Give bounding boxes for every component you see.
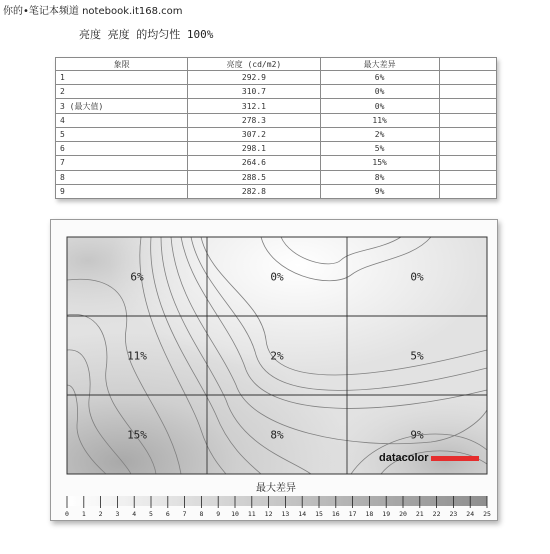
- cell-quadrant: 9: [56, 184, 188, 198]
- cell-quadrant: 1: [56, 71, 188, 85]
- table-row: [56, 113, 497, 127]
- scale-tick-label: 17: [348, 510, 357, 518]
- cell-empty: [439, 113, 496, 127]
- cell-empty: [439, 142, 496, 156]
- scale-tick-label: 24: [466, 510, 475, 518]
- cell-luminance: 264.6: [188, 156, 320, 170]
- cell-max-difference: 0%: [320, 85, 439, 99]
- scale-tick-label: 13: [281, 510, 290, 518]
- scale-tick-label: 9: [216, 510, 221, 518]
- cell-empty: [439, 85, 496, 99]
- table-row: [56, 99, 497, 113]
- cell-luminance: 282.8: [188, 184, 320, 198]
- cell-quadrant: 4: [56, 113, 188, 127]
- quadrant-label-4: 11%: [127, 349, 147, 363]
- uniformity-heading: 亮度 亮度 的均匀性 100%: [79, 28, 214, 41]
- header-max-difference: 最大差异: [320, 58, 439, 71]
- scale-tick-label: 8: [199, 510, 204, 518]
- cell-luminance: 310.7: [188, 85, 320, 99]
- cell-quadrant: 2: [56, 85, 188, 99]
- table-row: [56, 156, 497, 170]
- cell-empty: [439, 71, 496, 85]
- cell-luminance: 298.1: [188, 142, 320, 156]
- scale-tick-label: 5: [149, 510, 153, 518]
- scale-tick-label: 14: [298, 510, 307, 518]
- scale-tick-label: 19: [382, 510, 391, 518]
- datacolor-logo: datacolor: [379, 452, 429, 464]
- cell-empty: [439, 99, 496, 113]
- table-header-row: [56, 58, 497, 71]
- header-luminance: 亮度 (cd/m2): [188, 58, 320, 71]
- cell-quadrant: 3 (最大值): [56, 99, 188, 113]
- table-row: [56, 184, 497, 198]
- scale-tick-label: 21: [415, 510, 424, 518]
- cell-max-difference: 0%: [320, 99, 439, 113]
- scale-tick-label: 4: [132, 510, 137, 518]
- table-row: [56, 170, 497, 184]
- cell-max-difference: 11%: [320, 113, 439, 127]
- cell-max-difference: 8%: [320, 170, 439, 184]
- cell-max-difference: 5%: [320, 142, 439, 156]
- scale-title: 最大差异: [256, 483, 296, 494]
- cell-quadrant: 5: [56, 127, 188, 141]
- scale-gradient-bar: [67, 496, 487, 506]
- scale-tick-label: 3: [115, 510, 120, 518]
- cell-luminance: 288.5: [188, 170, 320, 184]
- quadrant-label-7: 15%: [127, 428, 147, 442]
- cell-empty: [439, 127, 496, 141]
- quadrant-label-6: 5%: [410, 349, 424, 363]
- table-row: [56, 71, 497, 85]
- cell-luminance: 307.2: [188, 127, 320, 141]
- luminance-table: [55, 57, 497, 199]
- quadrant-label-1: 6%: [130, 270, 144, 284]
- scale-tick-label: 15: [315, 510, 323, 518]
- scale-tick-labels: [65, 510, 491, 518]
- scale-tick-label: 1: [81, 510, 86, 518]
- scale-tick-label: 6: [165, 510, 170, 518]
- scale-tick-label: 23: [449, 510, 458, 518]
- cell-luminance: 312.1: [188, 99, 320, 113]
- source-watermark: 你的•笔记本频道 notebook.it168.com: [3, 6, 183, 17]
- scale-tick-label: 7: [182, 510, 187, 518]
- datacolor-logo-bar: [431, 456, 479, 461]
- table-body: [56, 71, 497, 199]
- cell-max-difference: 6%: [320, 71, 439, 85]
- scale-tick-label: 20: [399, 510, 407, 518]
- cell-empty: [439, 156, 496, 170]
- quadrant-label-8: 8%: [270, 428, 284, 442]
- scale-tick-label: 0: [65, 510, 69, 518]
- cell-max-difference: 2%: [320, 127, 439, 141]
- uniformity-contour-map: [51, 220, 497, 520]
- scale-tick-label: 2: [98, 510, 103, 518]
- quadrant-label-3: 0%: [410, 270, 424, 284]
- cell-empty: [439, 184, 496, 198]
- scale-tick-label: 11: [247, 510, 256, 518]
- cell-quadrant: 8: [56, 170, 188, 184]
- quadrant-label-5: 2%: [270, 349, 284, 363]
- luminance-table-panel: [55, 57, 497, 199]
- table-row: [56, 85, 497, 99]
- quadrant-label-2: 0%: [270, 270, 284, 284]
- cell-quadrant: 6: [56, 142, 188, 156]
- quadrant-label-9: 9%: [410, 428, 424, 442]
- cell-max-difference: 9%: [320, 184, 439, 198]
- scale-tick-label: 10: [231, 510, 239, 518]
- scale-tick-label: 25: [483, 510, 491, 518]
- cell-luminance: 278.3: [188, 113, 320, 127]
- cell-max-difference: 15%: [320, 156, 439, 170]
- scale-tick-label: 18: [365, 510, 374, 518]
- cell-quadrant: 7: [56, 156, 188, 170]
- scale-tick-label: 12: [264, 510, 273, 518]
- uniformity-map-panel: [50, 219, 498, 521]
- scale-tick-label: 16: [331, 510, 340, 518]
- cell-empty: [439, 170, 496, 184]
- header-quadrant: 象限: [56, 58, 188, 71]
- header-empty: [439, 58, 496, 71]
- table-row: [56, 142, 497, 156]
- table-row: [56, 127, 497, 141]
- scale-tick-label: 22: [432, 510, 441, 518]
- cell-luminance: 292.9: [188, 71, 320, 85]
